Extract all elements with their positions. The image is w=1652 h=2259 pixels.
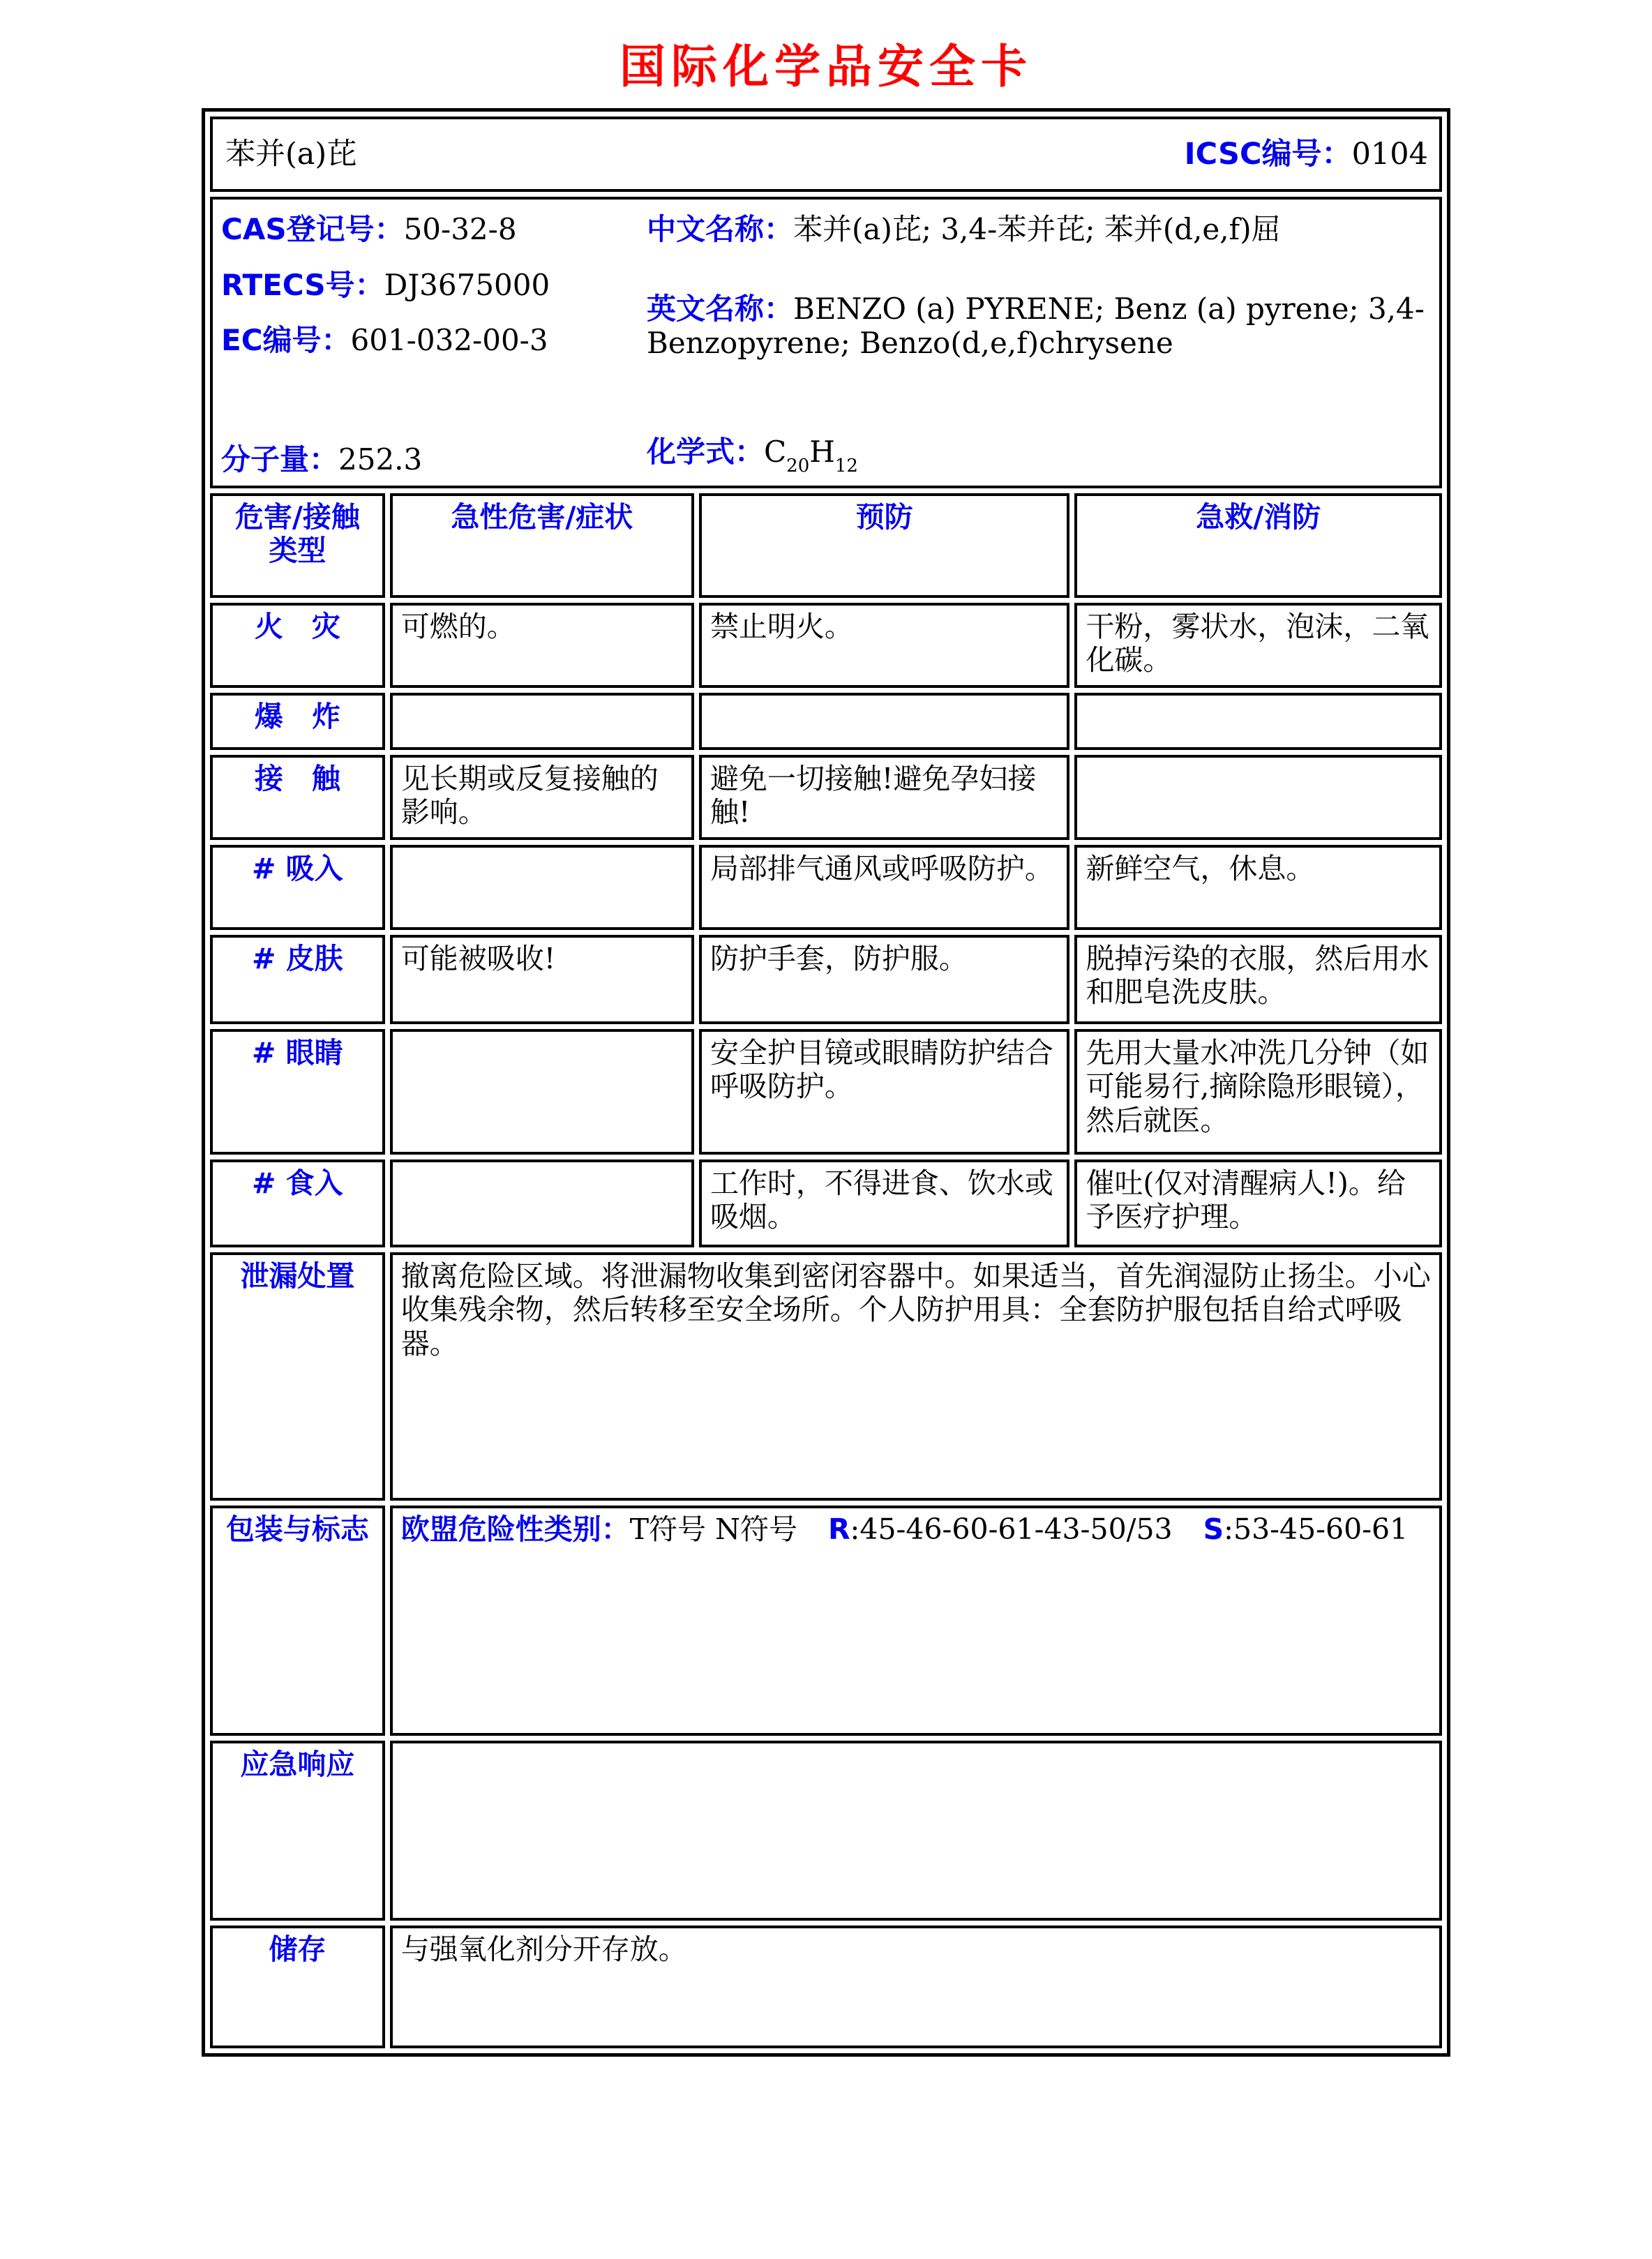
s-phrase-label: S [1203, 1513, 1224, 1546]
s-phrase-codes: :53-45-60-61 [1224, 1513, 1409, 1546]
page-title: 国际化学品安全卡 [620, 40, 1032, 93]
ingestion-prevention: 工作时，不得进食、饮水或吸烟。 [699, 1159, 1070, 1247]
row-explosion [210, 693, 1442, 750]
mw-value: 252.3 [338, 442, 423, 477]
inhalation-first-aid: 新鲜空气，休息。 [1074, 845, 1442, 930]
ec-label: EC编号： [221, 323, 351, 358]
eyes-prevention: 安全护目镜或眼睛防护结合呼吸防护。 [699, 1029, 1070, 1155]
ec-value: 601-032-00-3 [350, 323, 548, 358]
spill-text: 撤离危险区域。将泄漏物收集到密闭容器中。如果适当，首先润湿防止扬尘。小心收集残余物，然后转移至安全场所。个人防护用具：全套防护服包括自给式呼吸器。 [390, 1252, 1442, 1501]
spill-label: 泄漏处置 [210, 1252, 385, 1501]
eyes-symptoms [390, 1029, 694, 1155]
row-ingestion [210, 1159, 1442, 1247]
cas-value: 50-32-8 [403, 212, 517, 246]
row-skin [210, 935, 1442, 1024]
fire-first-aid: 干粉，雾状水，泡沫，二氧化碳。 [1074, 603, 1442, 688]
skin-symptoms: 可能被吸收! [390, 935, 694, 1024]
emergency-text [390, 1741, 1442, 1921]
eyes-first-aid: 先用大量水冲洗几分钟（如可能易行,摘除隐形眼镜），然后就医。 [1074, 1029, 1442, 1155]
icsc-number-field [1185, 137, 1431, 172]
fire-prevention: 禁止明火。 [699, 603, 1070, 688]
icsc-label: ICSC编号： [1184, 136, 1352, 172]
header-first-aid: 急救/消防 [1074, 493, 1442, 598]
hazard-header-row [210, 493, 1442, 598]
identity-left-column [221, 204, 647, 481]
row-inhalation [210, 845, 1442, 930]
ingestion-symptoms [390, 1159, 694, 1247]
skin-label: # 皮肤 [210, 935, 385, 1024]
cn-names-line [647, 212, 1431, 247]
fire-label: 火 灾 [210, 603, 385, 688]
explosion-symptoms [390, 693, 694, 750]
chemical-name: 苯并(a)芘 [225, 136, 357, 172]
en-names-line [647, 292, 1431, 361]
formula-label: 化学式： [647, 435, 765, 470]
identity-row [210, 197, 1442, 488]
storage-text: 与强氧化剂分开存放。 [390, 1926, 1442, 2048]
ec-line [221, 323, 647, 358]
en-names-label: 英文名称： [647, 291, 794, 326]
identity-right-column [647, 204, 1431, 481]
storage-label: 储存 [210, 1926, 385, 2048]
explosion-first-aid [1074, 693, 1442, 750]
cn-names-label: 中文名称： [647, 212, 794, 246]
rtecs-label: RTECS号： [221, 267, 384, 302]
icsc-number: 0104 [1351, 136, 1428, 172]
contact-prevention: 避免一切接触!避免孕妇接触! [699, 755, 1070, 840]
row-packaging-labelling [210, 1506, 1442, 1736]
name-cell [210, 117, 1442, 192]
r-phrase-label: R [827, 1513, 850, 1546]
identity-cell [210, 197, 1442, 488]
mw-label: 分子量： [221, 442, 339, 477]
header-hazard-type: 危害/接触 类型 [210, 493, 385, 598]
row-spill-disposal [210, 1252, 1442, 1501]
mw-line [221, 442, 647, 477]
header-acute-symptoms: 急性危害/症状 [390, 493, 694, 598]
en-names-value: BENZO (a) PYRENE; Benz (a) pyrene; 3,4-Benzopyrene; Benzo(d,e,f)chrysene [647, 291, 1425, 361]
row-emergency-response [210, 1741, 1442, 1921]
contact-first-aid [1074, 755, 1442, 840]
cas-line [221, 212, 647, 247]
packaging-text [390, 1506, 1442, 1736]
skin-first-aid: 脱掉污染的衣服，然后用水和肥皂洗皮肤。 [1074, 935, 1442, 1024]
row-fire [210, 603, 1442, 688]
name-row [210, 117, 1442, 192]
header-prevention: 预防 [699, 493, 1070, 598]
explosion-prevention [699, 693, 1070, 750]
ingestion-first-aid: 催吐(仅对清醒病人!)。给予医疗护理。 [1074, 1159, 1442, 1247]
contact-symptoms: 见长期或反复接触的影响。 [390, 755, 694, 840]
cn-names-value: 苯并(a)芘; 3,4-苯并芘; 苯并(d,e,f)屈 [793, 212, 1281, 246]
safety-card-table [202, 108, 1450, 2057]
cas-label: CAS登记号： [221, 212, 404, 246]
eu-class-label: 欧盟危险性类别： [400, 1513, 630, 1546]
rtecs-value: DJ3675000 [384, 267, 550, 302]
fire-symptoms: 可燃的。 [390, 603, 694, 688]
inhalation-symptoms [390, 845, 694, 930]
packaging-label: 包装与标志 [210, 1506, 385, 1736]
row-storage [210, 1926, 1442, 2048]
contact-label: 接 触 [210, 755, 385, 840]
eyes-label: # 眼睛 [210, 1029, 385, 1155]
inhalation-prevention: 局部排气通风或呼吸防护。 [699, 845, 1070, 930]
formula-line [647, 435, 1431, 477]
rtecs-line [221, 268, 647, 303]
r-phrase-codes: :45-46-60-61-43-50/53 [850, 1513, 1173, 1546]
row-contact [210, 755, 1442, 840]
formula-value: $C_{20}H_{12}$ [764, 435, 858, 477]
emergency-label: 应急响应 [210, 1741, 385, 1921]
inhalation-label: # 吸入 [210, 845, 385, 930]
row-eyes [210, 1029, 1442, 1155]
skin-prevention: 防护手套，防护服。 [699, 935, 1070, 1024]
explosion-label: 爆 炸 [210, 693, 385, 750]
eu-symbols: T符号 N符号 [629, 1513, 797, 1546]
ingestion-label: # 食入 [210, 1159, 385, 1247]
